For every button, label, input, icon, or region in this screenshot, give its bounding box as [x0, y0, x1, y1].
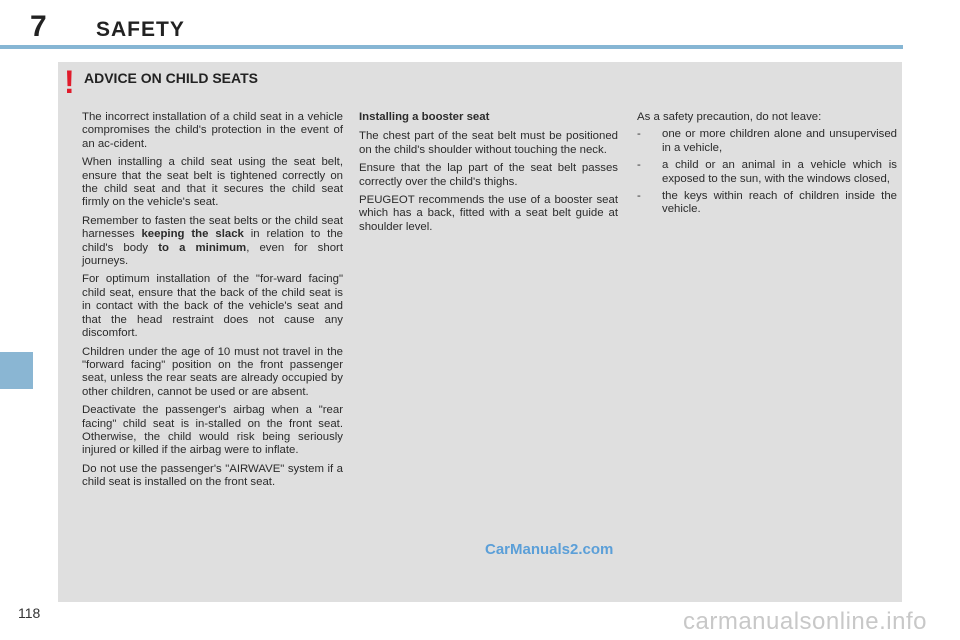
paragraph: When installing a child seat using the seat belt, ensure that the seat belt is tightened correctly on the child seat and that it secures the child seat firmly on the vehicle's seat.: [82, 156, 343, 209]
column-2: [359, 111, 618, 239]
paragraph: Ensure that the lap part of the seat belt passes correctly over the child's thighs.: [359, 162, 618, 188]
text-span: , even for short journeys.: [82, 241, 344, 268]
chapter-side-tab: [0, 352, 33, 389]
paragraph: PEUGEOT recommends the use of a booster seat which has a back, fitted with a seat belt guide at shoulder level.: [359, 194, 618, 233]
column-1: [82, 111, 343, 495]
section-subtitle: Installing a booster seat: [359, 111, 490, 123]
paragraph: The incorrect installation of a child seat in a vehicle compromises the child's protection in the event of an ac-cident.: [82, 111, 343, 150]
list-item: [637, 190, 897, 217]
dash-bullet: -: [637, 190, 641, 203]
page-number: 118: [18, 605, 41, 621]
chapter-number: 7: [30, 10, 47, 43]
column-3: [637, 111, 897, 221]
dash-bullet: -: [637, 159, 641, 172]
bold-text: to a minimum: [158, 241, 247, 254]
list-item-text: a child or an animal in a vehicle which is exposed to the sun, with the windows closed,: [662, 159, 897, 185]
site-watermark: carmanualsonline.info: [683, 608, 927, 635]
paragraph-harness: [82, 215, 343, 269]
header-rule: [0, 45, 903, 49]
paragraph: Do not use the passenger's "AIRWAVE" system if a child seat is installed on the front seat.: [82, 462, 343, 489]
text-span: in relation to the child's body: [82, 228, 344, 254]
chapter-title: SAFETY: [96, 18, 185, 41]
dash-bullet: -: [637, 128, 641, 141]
list-item-text: one or more children alone and unsupervised in a vehicle,: [662, 128, 897, 154]
text-span: Remember to fasten the seat belts or the child seat harnesses: [82, 214, 343, 241]
list-item: [637, 159, 897, 186]
panel-title: ADVICE ON CHILD SEATS: [84, 70, 258, 86]
paragraph: For optimum installation of the "for-ward facing" child seat, ensure that the back of the child seat is in contact with the back of the vehicle's seat and that the head restraint does not cause any discomfort.: [82, 273, 343, 340]
list-lead: As a safety precaution, do not leave:: [637, 111, 822, 123]
bold-text: keeping the slack: [141, 228, 244, 241]
paragraph: Children under the age of 10 must not travel in the "forward facing" position on the front passenger seat, unless the rear seats are already occupied by other children, cannot be used or are absent.: [82, 345, 343, 398]
list-item-text: the keys within reach of children inside the vehicle.: [662, 190, 897, 216]
list-item: [637, 128, 897, 155]
paragraph: The chest part of the seat belt must be positioned on the child's shoulder without touching the neck.: [359, 130, 618, 156]
warning-icon: !: [64, 64, 75, 100]
watermark-link[interactable]: CarManuals2.com: [485, 541, 614, 558]
paragraph: Deactivate the passenger's airbag when a "rear facing" child seat is in-stalled on the front seat. Otherwise, the child would risk being seriously injured or killed if the airbag were to inflate.: [82, 404, 343, 457]
